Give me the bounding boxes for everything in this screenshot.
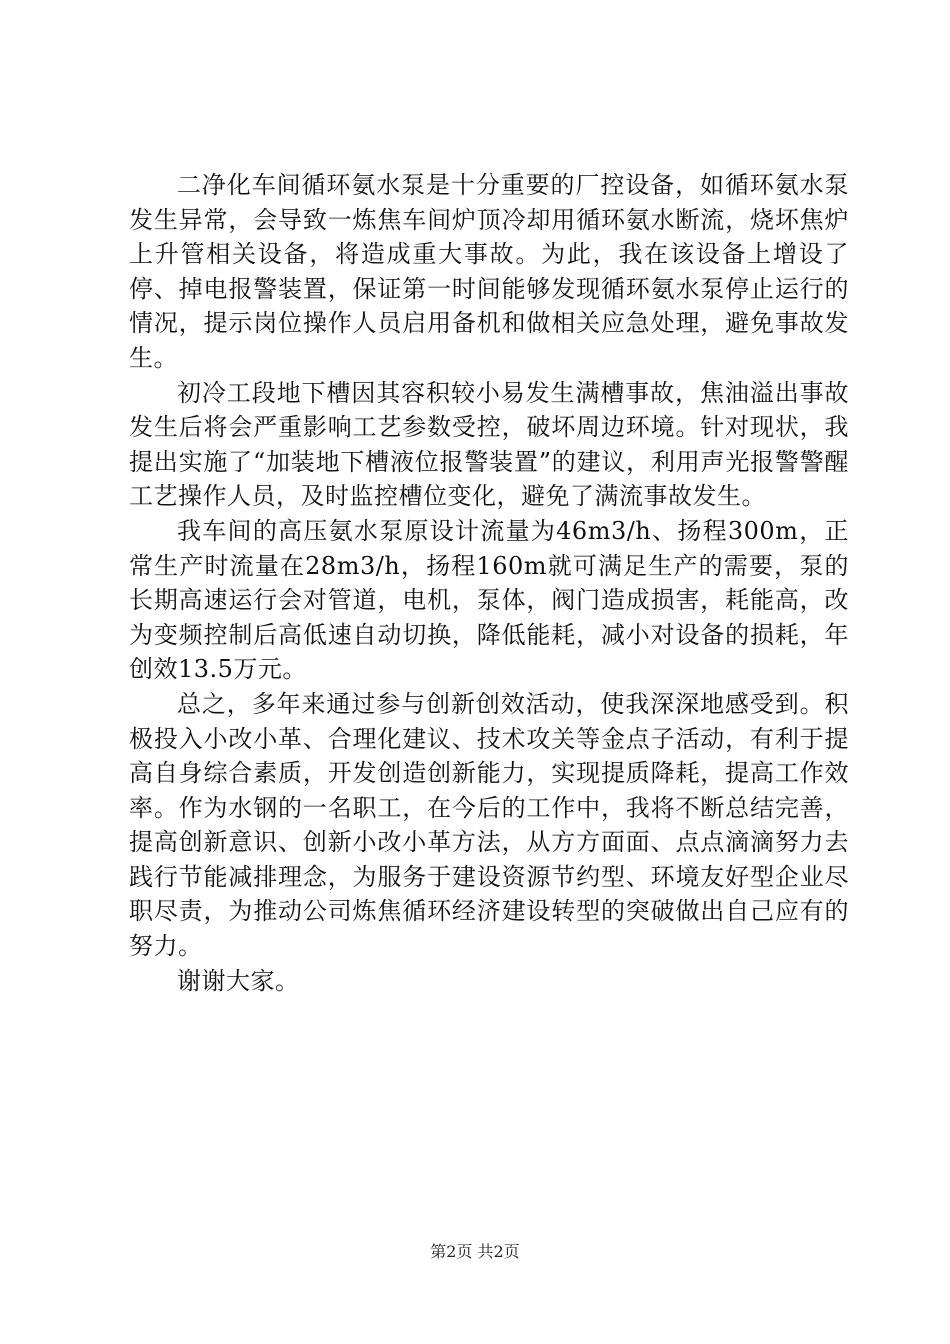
page-number-footer: 第2页 共2页 bbox=[430, 1242, 520, 1261]
document-body bbox=[129, 168, 849, 998]
paragraph-tank-level-alarm: 初冷工段地下槽因其容积较小易发生满槽事故，焦油溢出事故发生后将会严重影响工艺参数受控，破坏周边环境。针对现状，我提出实施了“加装地下槽液位报警装置”的建议，利用声光报警警醒工艺操作人员，及时监控槽位变化，避免了满流事故发生。 bbox=[129, 378, 849, 511]
paragraph-variable-frequency: 我车间的高压氨水泵原设计流量为46m3/h、扬程300m，正常生产时流量在28m3/h，扬程160m就可满足生产的需要，泵的长期高速运行会对管道，电机，泵体，阀门造成损害，耗能高，改为变频控制后高低速自动切换，降低能耗，减小对设备的损耗，年创效13.5万元。 bbox=[129, 516, 849, 684]
paragraph-summary: 总之，多年来通过参与创新创效活动，使我深深地感受到。积极投入小改小革、合理化建议、技术攻关等金点子活动，有利于提高自身综合素质，开发创造创新能力，实现提质降耗，提高工作效率。作为水钢的一名职工，在今后的工作中，我将不断总结完善，提高创新意识、创新小改小革方法，从方方面面、点点滴滴努力去践行节能减排理念，为服务于建设资源节约型、环境友好型企业尽职尽责，为推动公司炼焦循环经济建设转型的突破做出自己应有的努力。 bbox=[129, 689, 849, 961]
paragraph-pump-alarm: 二净化车间循环氨水泵是十分重要的厂控设备，如循环氨水泵发生异常，会导致一炼焦车间炉顶冷却用循环氨水断流，烧坏焦炉上升管相关设备，将造成重大事故。为此，我在该设备上增设了停、掉电报警装置，保证第一时间能够发现循环氨水泵停止运行的情况，提示岗位操作人员启用备机和做相关应急处理，避免事故发生。 bbox=[129, 171, 849, 372]
paragraph-thanks: 谢谢大家。 bbox=[177, 966, 300, 995]
